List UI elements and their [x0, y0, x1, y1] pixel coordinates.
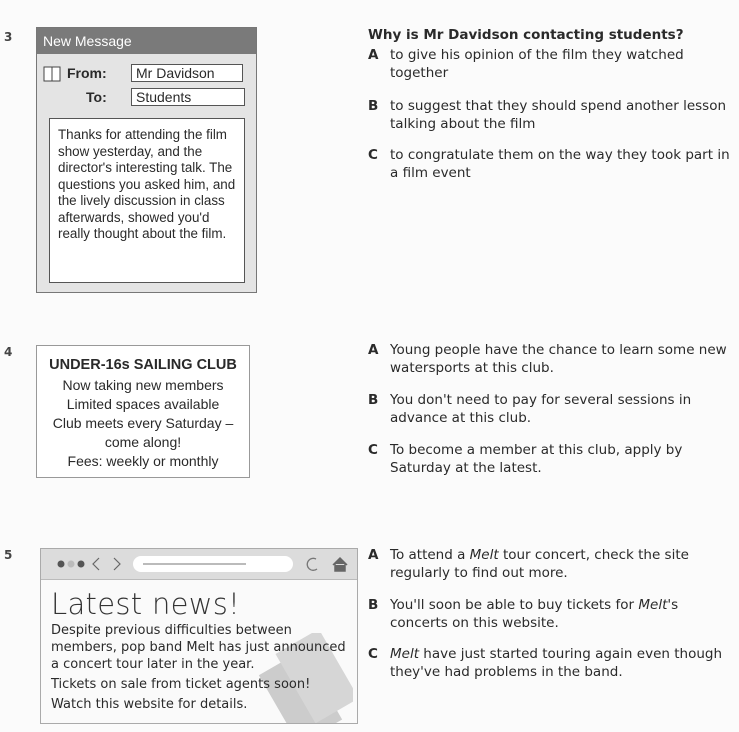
notice-line: Fees: weekly or monthly	[67, 453, 219, 469]
band-name: Melt	[390, 646, 419, 662]
band-name: Melt	[469, 547, 499, 563]
option-4a[interactable]	[368, 341, 738, 377]
option-text: to give his opinion of the film they watched together	[390, 47, 684, 81]
message-window	[36, 27, 257, 293]
from-label: From:	[67, 65, 107, 81]
band-name: Melt	[638, 597, 668, 613]
notice-line: Limited spaces available	[66, 396, 220, 412]
option-text: 's concerts on this website.	[390, 597, 679, 631]
option-letter: A	[368, 547, 379, 563]
option-5c[interactable]	[368, 645, 738, 681]
option-text: Young people have the chance to learn some new watersports at this club.	[390, 342, 727, 376]
option-5b[interactable]	[368, 596, 738, 632]
browser-window	[40, 548, 358, 724]
notice-title: UNDER-16s SAILING CLUB	[49, 357, 237, 373]
option-letter: B	[368, 98, 379, 114]
window-dot-icon	[78, 561, 85, 568]
option-letter: C	[368, 646, 378, 662]
notice-line: Now taking new members	[62, 377, 224, 393]
question-text	[368, 27, 738, 44]
option-letter: C	[368, 147, 378, 163]
option-letter: A	[368, 342, 379, 358]
book-icon	[43, 65, 63, 83]
option-3a[interactable]	[368, 46, 738, 82]
option-letter: A	[368, 47, 379, 63]
option-letter: B	[368, 392, 379, 408]
option-letter: C	[368, 442, 378, 458]
window-dot-icon	[68, 561, 75, 568]
sailing-club-notice	[36, 345, 250, 478]
option-text: You'll soon be able to buy tickets for	[390, 597, 639, 613]
to-label: To:	[86, 89, 107, 105]
option-4b[interactable]	[368, 391, 738, 427]
option-text: To attend a	[390, 547, 470, 563]
question-number: 5	[4, 548, 13, 562]
option-text: You don't need to pay for several sessions in advance at this club.	[390, 392, 692, 426]
question-number: 3	[4, 30, 13, 44]
news-line: Despite previous difficulties between members, pop band Melt has just announced a concert tour later in the year.	[51, 623, 346, 672]
browser-toolbar	[41, 549, 357, 579]
option-text: tour concert, check the site regularly to find out more.	[390, 547, 689, 581]
notice-line: come along!	[104, 434, 182, 450]
message-body: Thanks for attending the film show yesterday, and the director's interesting talk. The questions you asked him, and the lively discussion in class afterwards, showed you'd really thought about the film.	[49, 118, 245, 283]
from-field: Mr Davidson	[131, 64, 243, 82]
to-field: Students	[131, 88, 245, 106]
notice-line: Club meets every Saturday –	[52, 415, 234, 431]
option-letter: B	[368, 597, 379, 613]
window-title: New Message	[37, 28, 256, 54]
option-3b[interactable]	[368, 97, 738, 133]
web-page	[41, 579, 357, 723]
option-4c[interactable]	[368, 441, 738, 477]
question-stem: Why is Mr Davidson contacting students?	[368, 27, 684, 43]
back-icon	[93, 558, 99, 570]
option-text: To become a member at this club, apply by Saturday at the latest.	[390, 442, 683, 476]
news-heading: Latest news!	[51, 587, 241, 621]
option-5a[interactable]	[368, 546, 738, 582]
news-line: Tickets on sale from ticket agents soon!	[51, 677, 311, 692]
option-3c[interactable]	[368, 146, 738, 182]
option-text: to suggest that they should spend another lesson talking about the film	[390, 98, 727, 132]
forward-icon	[114, 558, 120, 570]
home-icon	[333, 558, 347, 571]
reload-icon	[307, 558, 317, 570]
window-dot-icon	[58, 561, 65, 568]
option-text: to congratulate them on the way they took part in a film event	[390, 147, 730, 181]
option-text: have just started touring again even though they've had problems in the band.	[390, 646, 723, 680]
news-line: Watch this website for details.	[51, 697, 248, 712]
question-number: 4	[4, 345, 13, 359]
